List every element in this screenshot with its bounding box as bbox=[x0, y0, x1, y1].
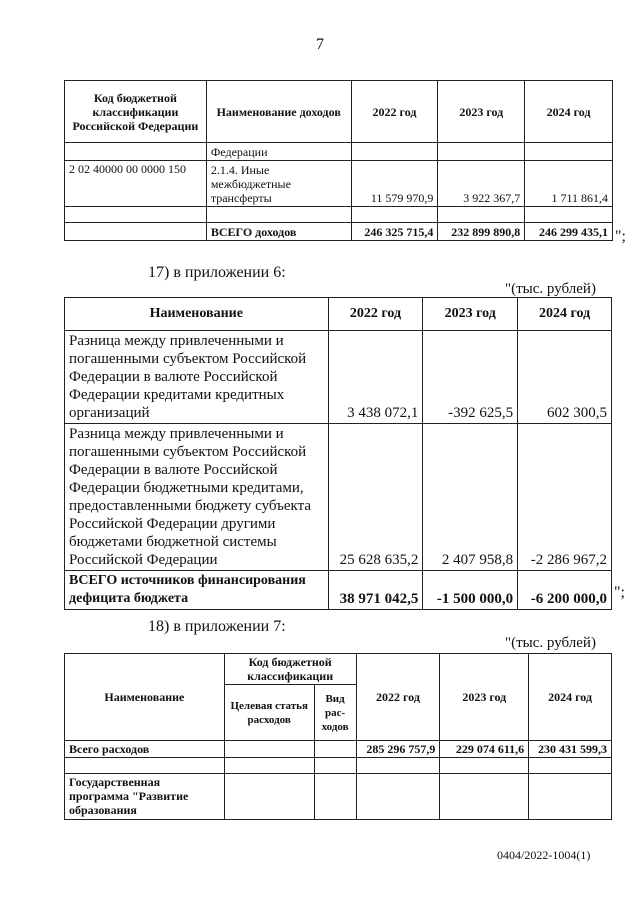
header-income-name: Наименование доходов bbox=[206, 81, 351, 143]
section-17-intro: 17) в приложении 6: bbox=[148, 264, 286, 281]
expenses-table bbox=[64, 653, 612, 820]
total-label: ВСЕГО доходов bbox=[206, 223, 351, 241]
value-2024: 1 711 861,4 bbox=[525, 161, 613, 207]
deficit-sources-table bbox=[64, 297, 612, 610]
value-2022: 3 438 072,1 bbox=[328, 331, 423, 424]
table-row-total bbox=[65, 571, 612, 610]
page-number: 7 bbox=[316, 36, 324, 53]
header-name: Наименование bbox=[65, 298, 329, 331]
section-18-intro: 18) в приложении 7: bbox=[148, 618, 286, 635]
total-2023: -1 500 000,0 bbox=[423, 571, 518, 610]
table-row-total bbox=[65, 223, 613, 241]
total-2023: 229 074 611,6 bbox=[440, 741, 529, 758]
table-row bbox=[65, 207, 613, 223]
document-code: 0404/2022-1004(1) bbox=[497, 848, 591, 862]
closing-quote: "; bbox=[614, 584, 625, 601]
value-2024: 602 300,5 bbox=[518, 331, 612, 424]
header-code-group: Код бюджетной классификации bbox=[224, 654, 356, 685]
source-name: Разница между привлеченными и погашенными субъектом Российской Федерации в валюте Российской Федерации бюджетными кредитами, предоставленными бюджету субъекта Российской Федерации другими бюджетами бюджетной системы Российской Федерации bbox=[65, 424, 329, 571]
table-row bbox=[65, 161, 613, 207]
total-2023: 232 899 890,8 bbox=[438, 223, 525, 241]
header-expense-kind: Вид рас-ходов bbox=[314, 685, 356, 741]
total-label: ВСЕГО источников финансирования дефицита бюджета bbox=[65, 571, 329, 610]
value-2023: 3 922 367,7 bbox=[438, 161, 525, 207]
value-2023: 2 407 958,8 bbox=[423, 424, 518, 571]
table-row bbox=[65, 758, 612, 774]
header-2022: 2022 год bbox=[356, 654, 440, 741]
header-2023: 2023 год bbox=[438, 81, 525, 143]
income-name: 2.1.4. Иные межбюджетные трансферты bbox=[206, 161, 351, 207]
header-2022: 2022 год bbox=[351, 81, 438, 143]
header-code: Код бюджетной классификации Российской Федерации bbox=[65, 81, 207, 143]
program-name: Государственная программа "Развитие образования bbox=[65, 774, 225, 820]
table-row bbox=[65, 774, 612, 820]
header-2024: 2024 год bbox=[525, 81, 613, 143]
value-2023: -392 625,5 bbox=[423, 331, 518, 424]
header-target-article: Целевая статья расходов bbox=[224, 685, 314, 741]
value-2024: -2 286 967,2 bbox=[518, 424, 612, 571]
total-2022: 38 971 042,5 bbox=[328, 571, 423, 610]
header-2023: 2023 год bbox=[440, 654, 529, 741]
value-2022: 25 628 635,2 bbox=[328, 424, 423, 571]
total-2024: 246 299 435,1 bbox=[525, 223, 613, 241]
total-2024: 230 431 599,3 bbox=[529, 741, 612, 758]
table-row-total bbox=[65, 741, 612, 758]
income-name: Федерации bbox=[206, 143, 351, 161]
total-2024: -6 200 000,0 bbox=[518, 571, 612, 610]
header-name: Наименование bbox=[65, 654, 225, 741]
table-row bbox=[65, 424, 612, 571]
total-2022: 246 325 715,4 bbox=[351, 223, 438, 241]
header-2023: 2023 год bbox=[423, 298, 518, 331]
income-table bbox=[64, 80, 613, 241]
value-2022: 11 579 970,9 bbox=[351, 161, 438, 207]
header-2024: 2024 год bbox=[529, 654, 612, 741]
header-2024: 2024 год bbox=[518, 298, 612, 331]
closing-quote: "; bbox=[615, 228, 626, 245]
table-row bbox=[65, 331, 612, 424]
total-2022: 285 296 757,9 bbox=[356, 741, 440, 758]
header-2022: 2022 год bbox=[328, 298, 423, 331]
section-18-units: "(тыс. рублей) bbox=[505, 635, 596, 651]
budget-code: 2 02 40000 00 0000 150 bbox=[65, 161, 207, 207]
total-label: Всего расходов bbox=[65, 741, 225, 758]
section-17-units: "(тыс. рублей) bbox=[505, 281, 596, 297]
table-row bbox=[65, 143, 613, 161]
source-name: Разница между привлеченными и погашенными субъектом Российской Федерации в валюте Российской Федерации кредитами кредитных организаций bbox=[65, 331, 329, 424]
